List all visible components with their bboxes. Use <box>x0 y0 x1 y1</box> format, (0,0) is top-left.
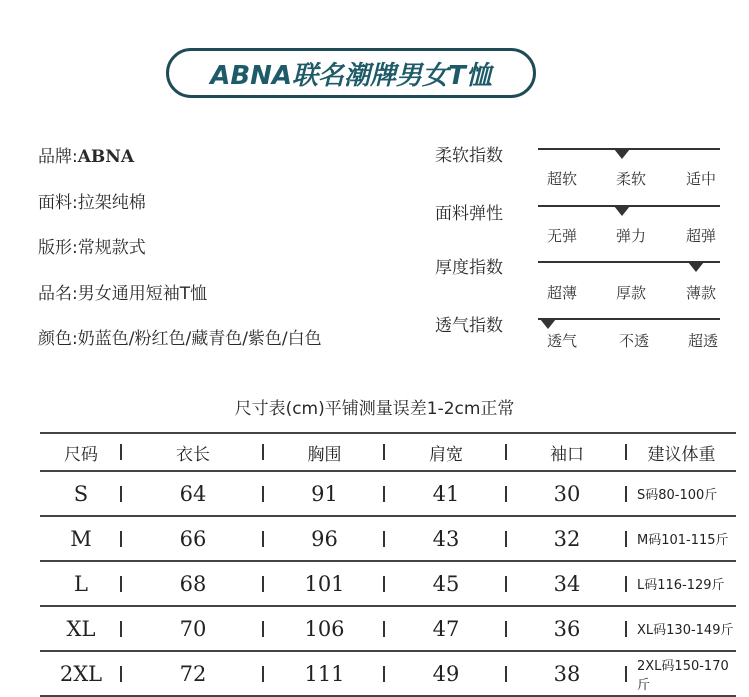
info-value: 奶蓝色/粉红色/藏青色/紫色/白色 <box>77 329 322 349</box>
table-cell: 49 <box>385 650 507 697</box>
table-cell-weight: L码116-129斤 <box>627 560 736 605</box>
index-option: 超软 <box>546 170 578 188</box>
info-row-colors <box>38 324 322 349</box>
column-header: 肩宽 <box>385 432 507 470</box>
page-title: ABNA联名潮牌男女T恤 <box>210 60 492 91</box>
table-cell: 68 <box>122 560 264 605</box>
table-cell-weight: S码80-100斤 <box>627 470 736 515</box>
info-row-fabric <box>38 188 146 213</box>
size-table-caption: 尺寸表(cm)平铺测量误差1-2cm正常 <box>234 399 515 419</box>
table-cell: 66 <box>122 515 264 560</box>
table-cell: M <box>40 515 122 560</box>
table-cell: 64 <box>122 470 264 515</box>
info-row-product-name <box>38 279 207 304</box>
table-cell: 38 <box>507 650 627 697</box>
table-cell-weight: 2XL码150-170斤 <box>627 650 736 697</box>
index-marker-icon <box>614 206 630 216</box>
table-row <box>40 470 736 515</box>
table-cell: 34 <box>507 560 627 605</box>
table-cell: 47 <box>385 605 507 650</box>
table-cell: S <box>40 470 122 515</box>
index-label-thickness: 厚度指数 <box>435 258 503 278</box>
index-marker-icon <box>540 319 556 329</box>
info-label: 品名: <box>38 284 78 304</box>
index-option: 厚款 <box>615 284 647 302</box>
index-marker-icon <box>688 262 704 272</box>
table-cell: 96 <box>264 515 385 560</box>
table-row <box>40 560 736 605</box>
column-header: 胸围 <box>264 432 385 470</box>
info-value: ABNA <box>77 147 135 167</box>
column-header: 衣长 <box>122 432 264 470</box>
table-cell: 43 <box>385 515 507 560</box>
table-cell: 30 <box>507 470 627 515</box>
table-row <box>40 605 736 650</box>
index-option: 不透 <box>618 332 650 350</box>
size-table <box>40 432 736 697</box>
table-cell: 2XL <box>40 650 122 697</box>
index-marker-icon <box>614 149 630 159</box>
index-option: 弹力 <box>615 227 647 245</box>
index-option: 无弹 <box>546 227 578 245</box>
index-scale-line <box>538 318 720 320</box>
index-option: 薄款 <box>685 284 717 302</box>
table-cell: 45 <box>385 560 507 605</box>
index-label-softness: 柔软指数 <box>435 146 503 166</box>
table-cell-weight: M码101-115斤 <box>627 515 736 560</box>
table-row <box>40 515 736 560</box>
table-cell: 72 <box>122 650 264 697</box>
table-cell: 111 <box>264 650 385 697</box>
table-cell: L <box>40 560 122 605</box>
info-label: 面料: <box>38 193 78 213</box>
index-label-breathability: 透气指数 <box>435 316 503 336</box>
info-value: 拉架纯棉 <box>77 193 146 213</box>
info-value: 男女通用短袖T恤 <box>77 284 208 304</box>
info-label: 版形: <box>38 238 78 258</box>
index-option: 超弹 <box>685 227 717 245</box>
column-header: 建议体重 <box>627 432 736 470</box>
info-row-fit <box>38 233 146 258</box>
table-cell: 101 <box>264 560 385 605</box>
index-option: 柔软 <box>615 170 647 188</box>
info-label: 颜色: <box>38 329 78 349</box>
index-option: 超透 <box>687 332 719 350</box>
column-header: 尺码 <box>40 432 122 470</box>
info-value: 常规款式 <box>77 238 146 258</box>
table-cell: XL <box>40 605 122 650</box>
column-header: 袖口 <box>507 432 627 470</box>
table-cell: 41 <box>385 470 507 515</box>
table-cell: 70 <box>122 605 264 650</box>
info-label: 品牌: <box>38 147 78 167</box>
index-option: 透气 <box>546 332 578 350</box>
table-row <box>40 650 736 697</box>
table-cell: 91 <box>264 470 385 515</box>
info-row-brand <box>38 142 134 167</box>
index-option: 适中 <box>685 170 717 188</box>
index-option: 超薄 <box>546 284 578 302</box>
table-cell: 32 <box>507 515 627 560</box>
table-cell: 106 <box>264 605 385 650</box>
index-label-elasticity: 面料弹性 <box>435 204 503 224</box>
size-table-header-row <box>40 432 736 470</box>
table-cell: 36 <box>507 605 627 650</box>
title-banner <box>166 48 536 98</box>
table-cell-weight: XL码130-149斤 <box>627 605 736 650</box>
